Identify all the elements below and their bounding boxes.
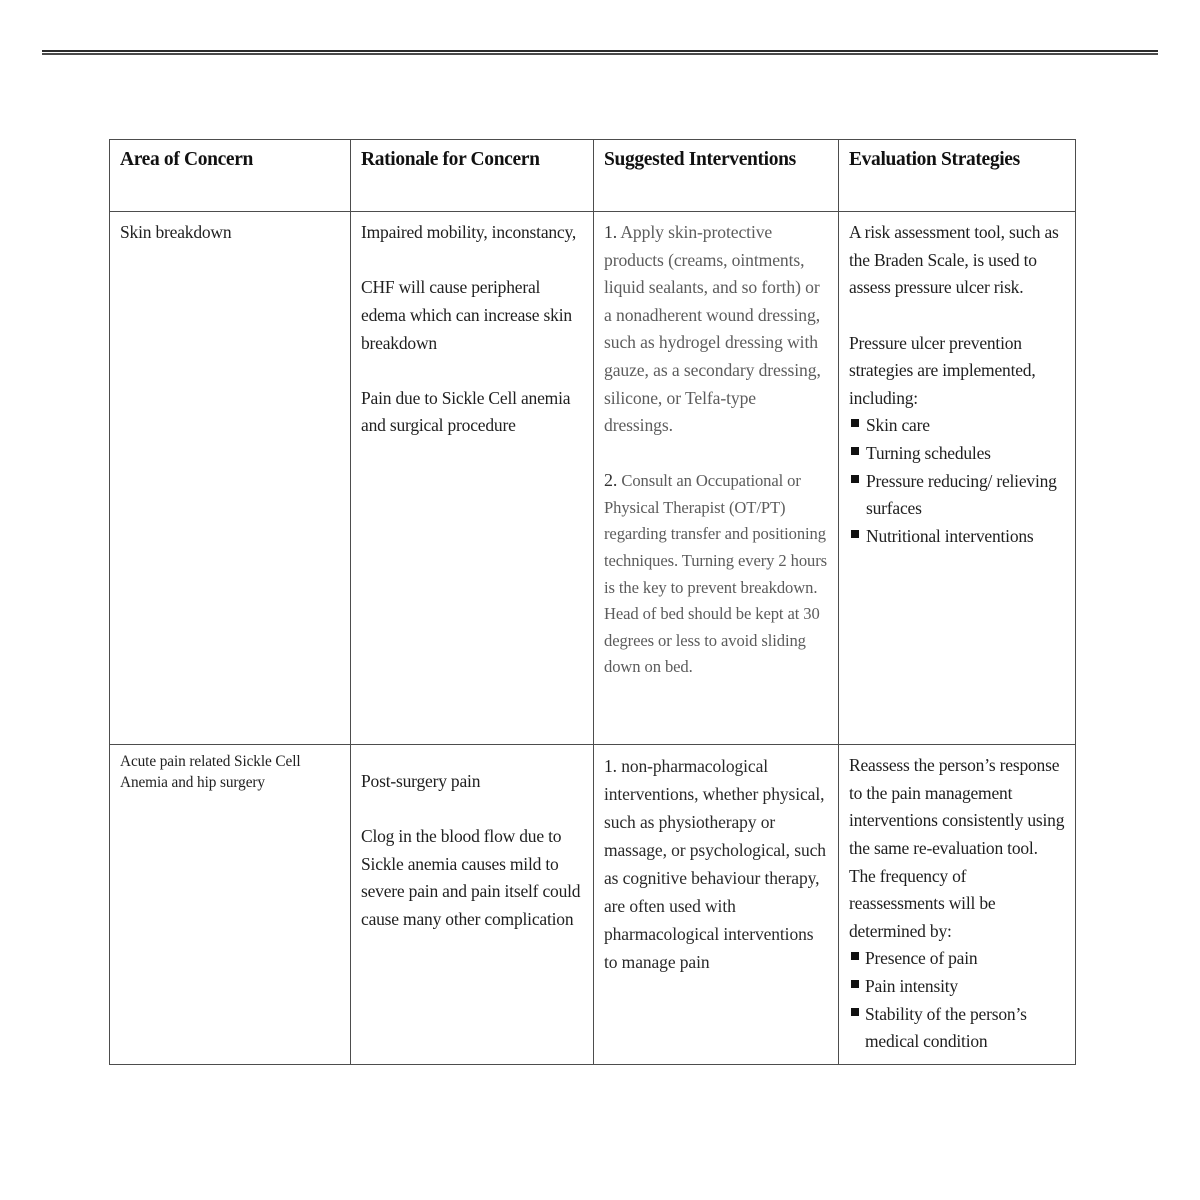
- list-item-label: Pressure reducing/ relieving surfaces: [866, 470, 1057, 519]
- rationale-paragraph: Pain due to Sickle Cell anemia and surgical procedure: [361, 387, 571, 436]
- cell-area-of-concern: [110, 745, 351, 1065]
- cell-evaluation: [839, 745, 1076, 1065]
- square-bullet-icon: [851, 1008, 859, 1016]
- rationale-paragraph: Impaired mobility, inconstancy,: [361, 222, 577, 242]
- intervention-number: 1.: [604, 756, 617, 776]
- list-item: [849, 1001, 1066, 1056]
- area-of-concern-text: Acute pain related Sickle Cell Anemia and hip surgery: [120, 753, 301, 791]
- intervention-item: [604, 752, 829, 976]
- cell-interventions: [594, 745, 839, 1065]
- list-item-label: Pain intensity: [865, 976, 958, 997]
- evaluation-block: [849, 219, 1066, 551]
- evaluation-bullet-list: [849, 945, 1066, 1056]
- rationale-block: [361, 768, 584, 934]
- list-item-label: Presence of pain: [865, 948, 978, 969]
- list-item: [849, 945, 1066, 973]
- interventions-block: [604, 752, 829, 976]
- square-bullet-icon: [851, 419, 859, 427]
- list-item: [849, 412, 1066, 440]
- table-row: [110, 745, 1076, 1065]
- cell-rationale: [351, 212, 594, 745]
- list-item-label: Nutritional interventions: [866, 526, 1034, 547]
- list-item: [849, 523, 1066, 551]
- list-item: [849, 440, 1066, 468]
- list-item-label: Skin care: [866, 415, 930, 436]
- evaluation-block: [849, 752, 1066, 1056]
- evaluation-paragraph: A risk assessment tool, such as the Braden Scale, is used to assess pressure ulcer risk.: [849, 222, 1059, 298]
- column-header-evaluation: [839, 140, 1076, 212]
- cell-rationale: [351, 745, 594, 1065]
- column-header-label: Suggested Interventions: [604, 149, 796, 170]
- care-plan-table: [109, 139, 1076, 1065]
- interventions-block: [604, 219, 829, 681]
- rationale-block: [361, 219, 584, 440]
- cell-area-of-concern: [110, 212, 351, 745]
- column-header-area-of-concern: [110, 140, 351, 212]
- list-item: [849, 973, 1066, 1001]
- rule-line-lower: [42, 53, 1158, 55]
- intervention-text: non-pharmacological interventions, whether physical, such as physiotherapy or massage, or psychological, such as cognitive behaviour therapy, are often used with pharmacological interventions to manage pain: [604, 756, 826, 972]
- table-row: [110, 212, 1076, 745]
- intervention-item: [604, 466, 829, 681]
- evaluation-bullet-list: [849, 412, 1066, 550]
- intervention-item: [604, 219, 829, 440]
- intervention-number: 2.: [604, 470, 618, 491]
- list-item-label: Stability of the person’s medical condition: [865, 1003, 1027, 1052]
- square-bullet-icon: [851, 530, 859, 538]
- column-header-interventions: [594, 140, 839, 212]
- square-bullet-icon: [851, 447, 859, 455]
- rule-line-upper: [42, 50, 1158, 52]
- cell-evaluation: [839, 212, 1076, 745]
- list-item: [849, 468, 1066, 523]
- square-bullet-icon: [851, 952, 859, 960]
- column-header-rationale: [351, 140, 594, 212]
- list-item-label: Turning schedules: [866, 443, 991, 464]
- intervention-text: Apply skin-protective products (creams, ointments, liquid sealants, and so forth) or a nonadherent wound dressing, such as hydrogel dressing with gauze, as a secondary dressing, silicone, or Telfa-type dressings.: [604, 222, 821, 436]
- evaluation-paragraph: Pressure ulcer prevention strategies are implemented, including:: [849, 332, 1036, 408]
- rationale-paragraph: CHF will cause peripheral edema which can increase skin breakdown: [361, 277, 572, 353]
- header-double-rule: [42, 50, 1158, 55]
- cell-interventions: [594, 212, 839, 745]
- intervention-text: Consult an Occupational or Physical Therapist (OT/PT) regarding transfer and positioning techniques. Turning every 2 hours is the key to prevent breakdown. Head of bed should be kept at 30 degrees or less to avoid sliding down on bed.: [604, 471, 828, 677]
- table-header-row: [110, 140, 1076, 212]
- square-bullet-icon: [851, 475, 859, 483]
- column-header-label: Area of Concern: [120, 149, 254, 170]
- rationale-paragraph: Clog in the blood flow due to Sickle anemia causes mild to severe pain and pain itself could cause many other complication: [361, 826, 581, 929]
- column-header-label: Evaluation Strategies: [849, 149, 1020, 170]
- rationale-paragraph: Post-surgery pain: [361, 770, 481, 791]
- square-bullet-icon: [851, 980, 859, 988]
- evaluation-paragraph: Reassess the person’s response to the pain management interventions consistently using the same re-evaluation tool. The frequency of reassessments will be determined by:: [849, 755, 1065, 941]
- intervention-number: 1.: [604, 222, 617, 242]
- column-header-label: Rationale for Concern: [361, 149, 540, 170]
- area-of-concern-text: Skin breakdown: [120, 222, 232, 242]
